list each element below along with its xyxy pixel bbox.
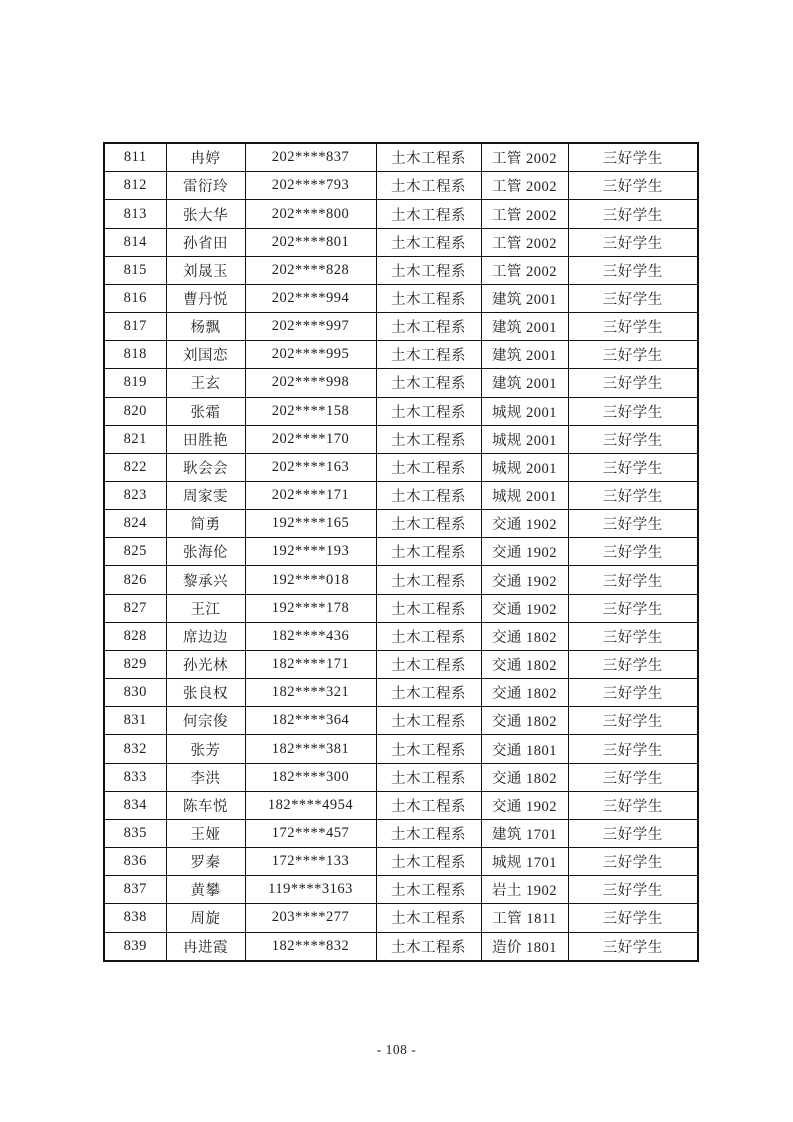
cell-department: 土木工程系 [376, 256, 481, 284]
cell-student-id: 202****995 [245, 341, 376, 369]
cell-row-number: 837 [104, 876, 166, 904]
cell-class: 交通 1802 [481, 622, 568, 650]
cell-row-number: 830 [104, 679, 166, 707]
cell-department: 土木工程系 [376, 510, 481, 538]
table-row [104, 510, 698, 538]
page-number: - 108 - [376, 1042, 417, 1057]
cell-student-id: 192****193 [245, 538, 376, 566]
cell-department: 土木工程系 [376, 172, 481, 200]
cell-department: 土木工程系 [376, 876, 481, 904]
cell-row-number: 818 [104, 341, 166, 369]
cell-department: 土木工程系 [376, 622, 481, 650]
cell-row-number: 831 [104, 707, 166, 735]
cell-award: 三好学生 [568, 791, 698, 819]
student-award-table [103, 142, 699, 962]
cell-department: 土木工程系 [376, 735, 481, 763]
cell-award: 三好学生 [568, 453, 698, 481]
cell-name: 周家雯 [166, 482, 245, 510]
cell-name: 耿会会 [166, 453, 245, 481]
table-row [104, 876, 698, 904]
table-body [104, 143, 698, 961]
cell-class: 建筑 1701 [481, 819, 568, 847]
cell-student-id: 202****170 [245, 425, 376, 453]
cell-student-id: 202****801 [245, 228, 376, 256]
table-row [104, 369, 698, 397]
cell-award: 三好学生 [568, 763, 698, 791]
cell-department: 土木工程系 [376, 707, 481, 735]
cell-row-number: 835 [104, 819, 166, 847]
cell-student-id: 202****163 [245, 453, 376, 481]
cell-award: 三好学生 [568, 538, 698, 566]
cell-row-number: 827 [104, 594, 166, 622]
cell-student-id: 202****793 [245, 172, 376, 200]
cell-department: 土木工程系 [376, 763, 481, 791]
table-row [104, 284, 698, 312]
cell-student-id: 202****997 [245, 313, 376, 341]
cell-name: 孙省田 [166, 228, 245, 256]
table-row [104, 341, 698, 369]
cell-department: 土木工程系 [376, 313, 481, 341]
cell-class: 交通 1902 [481, 566, 568, 594]
cell-class: 城规 1701 [481, 848, 568, 876]
cell-class: 交通 1802 [481, 763, 568, 791]
table-row [104, 932, 698, 961]
cell-department: 土木工程系 [376, 341, 481, 369]
cell-student-id: 182****171 [245, 650, 376, 678]
cell-award: 三好学生 [568, 256, 698, 284]
cell-department: 土木工程系 [376, 819, 481, 847]
cell-class: 建筑 2001 [481, 369, 568, 397]
cell-name: 黎承兴 [166, 566, 245, 594]
cell-class: 城规 2001 [481, 482, 568, 510]
cell-department: 土木工程系 [376, 791, 481, 819]
cell-row-number: 832 [104, 735, 166, 763]
table-row [104, 622, 698, 650]
cell-department: 土木工程系 [376, 650, 481, 678]
cell-class: 交通 1802 [481, 650, 568, 678]
cell-class: 交通 1902 [481, 538, 568, 566]
cell-class: 工管 1811 [481, 904, 568, 932]
table-row [104, 594, 698, 622]
cell-row-number: 814 [104, 228, 166, 256]
table-row [104, 819, 698, 847]
cell-row-number: 816 [104, 284, 166, 312]
cell-name: 刘晟玉 [166, 256, 245, 284]
cell-class: 交通 1801 [481, 735, 568, 763]
cell-row-number: 823 [104, 482, 166, 510]
cell-student-id: 192****018 [245, 566, 376, 594]
cell-class: 交通 1802 [481, 679, 568, 707]
cell-award: 三好学生 [568, 679, 698, 707]
cell-name: 刘国恋 [166, 341, 245, 369]
cell-class: 工管 2002 [481, 256, 568, 284]
cell-award: 三好学生 [568, 819, 698, 847]
cell-department: 土木工程系 [376, 284, 481, 312]
cell-student-id: 192****178 [245, 594, 376, 622]
cell-row-number: 822 [104, 453, 166, 481]
cell-student-id: 172****133 [245, 848, 376, 876]
cell-student-id: 202****171 [245, 482, 376, 510]
cell-student-id: 182****321 [245, 679, 376, 707]
cell-award: 三好学生 [568, 566, 698, 594]
cell-award: 三好学生 [568, 284, 698, 312]
cell-class: 交通 1902 [481, 791, 568, 819]
cell-award: 三好学生 [568, 622, 698, 650]
table-row [104, 425, 698, 453]
cell-name: 李洪 [166, 763, 245, 791]
cell-student-id: 182****364 [245, 707, 376, 735]
cell-department: 土木工程系 [376, 848, 481, 876]
table-row [104, 200, 698, 228]
cell-row-number: 834 [104, 791, 166, 819]
cell-class: 城规 2001 [481, 397, 568, 425]
cell-award: 三好学生 [568, 707, 698, 735]
cell-name: 张大华 [166, 200, 245, 228]
cell-row-number: 833 [104, 763, 166, 791]
cell-department: 土木工程系 [376, 904, 481, 932]
cell-name: 张海伦 [166, 538, 245, 566]
cell-department: 土木工程系 [376, 228, 481, 256]
cell-name: 陈车悦 [166, 791, 245, 819]
cell-award: 三好学生 [568, 650, 698, 678]
cell-student-id: 192****165 [245, 510, 376, 538]
cell-award: 三好学生 [568, 876, 698, 904]
cell-department: 土木工程系 [376, 482, 481, 510]
cell-award: 三好学生 [568, 313, 698, 341]
cell-name: 简勇 [166, 510, 245, 538]
cell-student-id: 202****998 [245, 369, 376, 397]
cell-award: 三好学生 [568, 143, 698, 172]
cell-row-number: 813 [104, 200, 166, 228]
cell-row-number: 824 [104, 510, 166, 538]
cell-award: 三好学生 [568, 932, 698, 961]
cell-award: 三好学生 [568, 228, 698, 256]
cell-name: 黄攀 [166, 876, 245, 904]
table-row [104, 904, 698, 932]
cell-name: 张良权 [166, 679, 245, 707]
cell-award: 三好学生 [568, 341, 698, 369]
cell-name: 冉进霞 [166, 932, 245, 961]
cell-row-number: 815 [104, 256, 166, 284]
cell-class: 建筑 2001 [481, 313, 568, 341]
cell-class: 建筑 2001 [481, 284, 568, 312]
cell-student-id: 202****837 [245, 143, 376, 172]
cell-award: 三好学生 [568, 904, 698, 932]
cell-name: 张霜 [166, 397, 245, 425]
table-row [104, 735, 698, 763]
cell-department: 土木工程系 [376, 566, 481, 594]
cell-class: 工管 2002 [481, 200, 568, 228]
table-row [104, 397, 698, 425]
cell-department: 土木工程系 [376, 369, 481, 397]
cell-student-id: 182****300 [245, 763, 376, 791]
cell-row-number: 817 [104, 313, 166, 341]
cell-class: 岩土 1902 [481, 876, 568, 904]
table-row [104, 256, 698, 284]
table-row [104, 482, 698, 510]
cell-award: 三好学生 [568, 172, 698, 200]
cell-award: 三好学生 [568, 425, 698, 453]
cell-award: 三好学生 [568, 369, 698, 397]
cell-name: 何宗俊 [166, 707, 245, 735]
table-row [104, 453, 698, 481]
table-row [104, 763, 698, 791]
cell-award: 三好学生 [568, 482, 698, 510]
cell-award: 三好学生 [568, 848, 698, 876]
cell-row-number: 828 [104, 622, 166, 650]
table-row [104, 172, 698, 200]
cell-class: 城规 2001 [481, 453, 568, 481]
cell-name: 雷衍玲 [166, 172, 245, 200]
cell-department: 土木工程系 [376, 932, 481, 961]
cell-class: 造价 1801 [481, 932, 568, 961]
cell-award: 三好学生 [568, 594, 698, 622]
table-row [104, 538, 698, 566]
cell-award: 三好学生 [568, 735, 698, 763]
cell-name: 杨飘 [166, 313, 245, 341]
cell-name: 田胜艳 [166, 425, 245, 453]
cell-name: 孙光林 [166, 650, 245, 678]
cell-student-id: 172****457 [245, 819, 376, 847]
cell-student-id: 202****158 [245, 397, 376, 425]
cell-class: 交通 1802 [481, 707, 568, 735]
cell-row-number: 839 [104, 932, 166, 961]
cell-student-id: 202****828 [245, 256, 376, 284]
cell-class: 工管 2002 [481, 172, 568, 200]
cell-name: 周旋 [166, 904, 245, 932]
cell-student-id: 119****3163 [245, 876, 376, 904]
table-row [104, 566, 698, 594]
cell-award: 三好学生 [568, 200, 698, 228]
cell-name: 王江 [166, 594, 245, 622]
cell-student-id: 182****832 [245, 932, 376, 961]
table-row [104, 228, 698, 256]
cell-class: 工管 2002 [481, 143, 568, 172]
cell-class: 城规 2001 [481, 425, 568, 453]
cell-student-id: 182****381 [245, 735, 376, 763]
cell-name: 曹丹悦 [166, 284, 245, 312]
cell-row-number: 838 [104, 904, 166, 932]
cell-class: 建筑 2001 [481, 341, 568, 369]
table-row [104, 650, 698, 678]
table-row [104, 848, 698, 876]
cell-row-number: 820 [104, 397, 166, 425]
table-row [104, 313, 698, 341]
cell-department: 土木工程系 [376, 397, 481, 425]
cell-student-id: 182****4954 [245, 791, 376, 819]
cell-department: 土木工程系 [376, 538, 481, 566]
cell-department: 土木工程系 [376, 594, 481, 622]
cell-class: 交通 1902 [481, 594, 568, 622]
cell-row-number: 836 [104, 848, 166, 876]
cell-row-number: 829 [104, 650, 166, 678]
cell-department: 土木工程系 [376, 143, 481, 172]
cell-name: 张芳 [166, 735, 245, 763]
cell-department: 土木工程系 [376, 453, 481, 481]
cell-row-number: 825 [104, 538, 166, 566]
table-row [104, 707, 698, 735]
cell-row-number: 811 [104, 143, 166, 172]
cell-row-number: 819 [104, 369, 166, 397]
cell-name: 王玄 [166, 369, 245, 397]
cell-class: 工管 2002 [481, 228, 568, 256]
cell-student-id: 203****277 [245, 904, 376, 932]
cell-name: 冉婷 [166, 143, 245, 172]
table-row [104, 791, 698, 819]
cell-class: 交通 1902 [481, 510, 568, 538]
cell-name: 王娅 [166, 819, 245, 847]
cell-row-number: 821 [104, 425, 166, 453]
cell-department: 土木工程系 [376, 200, 481, 228]
cell-name: 罗秦 [166, 848, 245, 876]
cell-department: 土木工程系 [376, 425, 481, 453]
cell-department: 土木工程系 [376, 679, 481, 707]
cell-student-id: 202****800 [245, 200, 376, 228]
table-row [104, 143, 698, 172]
cell-student-id: 182****436 [245, 622, 376, 650]
cell-row-number: 812 [104, 172, 166, 200]
cell-award: 三好学生 [568, 510, 698, 538]
cell-student-id: 202****994 [245, 284, 376, 312]
cell-award: 三好学生 [568, 397, 698, 425]
table-row [104, 679, 698, 707]
cell-name: 席边边 [166, 622, 245, 650]
cell-row-number: 826 [104, 566, 166, 594]
